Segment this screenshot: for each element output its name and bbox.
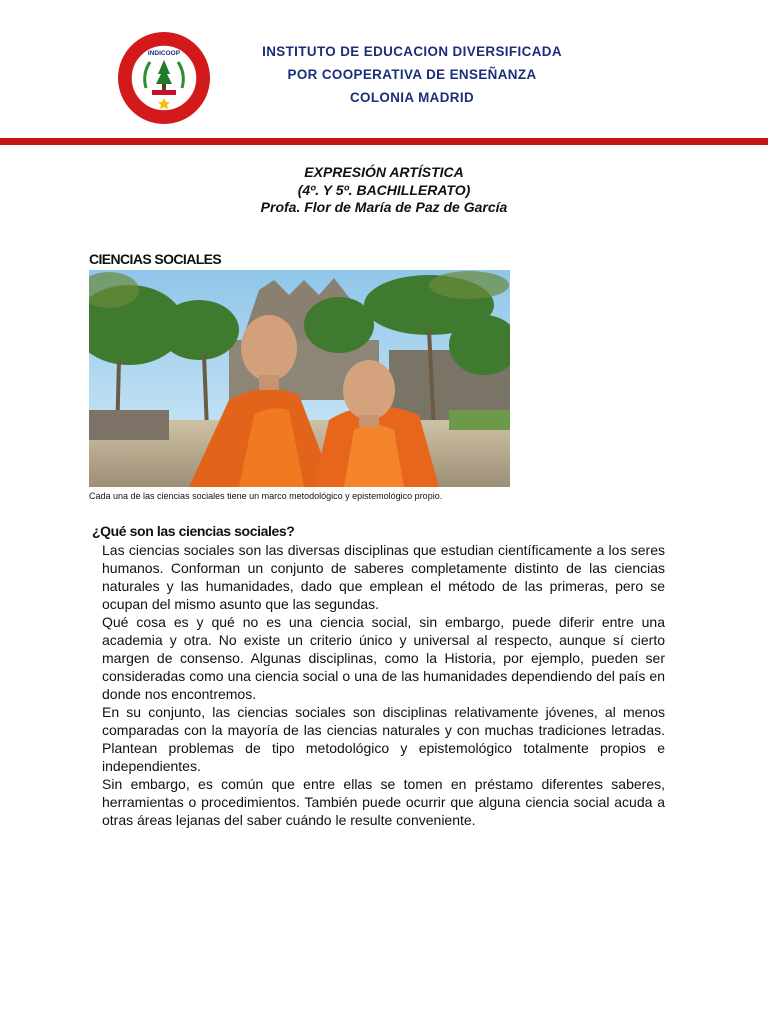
- monks-photo: [89, 270, 510, 487]
- logo-name: INDICOOP: [147, 50, 181, 57]
- institution-line-3: COLONIA MADRID: [349, 90, 475, 105]
- document-header: [0, 0, 768, 150]
- paragraph-1: Las ciencias sociales son las diversas disciplinas que estudian científicamente a los seres humanos. Conforman un conjunto de saberes completamente distinto de las ciencias naturales y las humanidades, dado que emplean el método de las primeras, pero se ocupan del mismo asunto que las segundas.: [102, 542, 665, 612]
- header-divider: [0, 138, 768, 145]
- paragraph-2: Qué cosa es y qué no es una ciencia social, sin embargo, puede diferir entre una academia y otra. No existe un criterio único y universal al respecto, aunque sí cierto margen de consenso. Algunas disciplinas, como la Historia, por ejemplo, pueden ser consideradas como una ciencia social o una de las humanidades dependiendo del país en donde nos encontremos.: [102, 614, 665, 702]
- institution-line-1: INSTITUTO DE EDUCACION DIVERSIFICADA: [262, 44, 562, 59]
- paragraph-3: En su conjunto, las ciencias sociales son disciplinas relativamente jóvenes, al menos comparadas con la mayoría de las ciencias naturales y con muchas tradiciones letradas. Plantean problemas de tipo metodológico y epistemológico totalmente propios e independientes.: [102, 704, 665, 774]
- school-logo: [116, 30, 212, 126]
- paragraph-4: Sin embargo, es común que entre ellas se tomen en préstamo diferentes saberes, herramientas o procedimientos. También puede ocurrir que alguna ciencia social acuda a otras áreas lejanas del saber cuándo le resulte conveniente.: [102, 776, 665, 828]
- course-level: (4º. Y 5º. BACHILLERATO): [297, 181, 471, 198]
- institution-name: [212, 40, 612, 109]
- course-teacher: Profa. Flor de María de Paz de García: [260, 199, 508, 215]
- institution-line-2: POR COOPERATIVA DE ENSEÑANZA: [287, 67, 537, 82]
- body-text: [102, 541, 665, 829]
- section-title: CIENCIAS SOCIALES: [89, 251, 222, 267]
- course-info: [0, 164, 768, 217]
- question-heading: ¿Qué son las ciencias sociales?: [92, 523, 295, 539]
- photo-caption: Cada una de las ciencias sociales tiene un marco metodológico y epistemológico propio.: [89, 491, 443, 501]
- course-title: EXPRESIÓN ARTÍSTICA: [304, 164, 464, 180]
